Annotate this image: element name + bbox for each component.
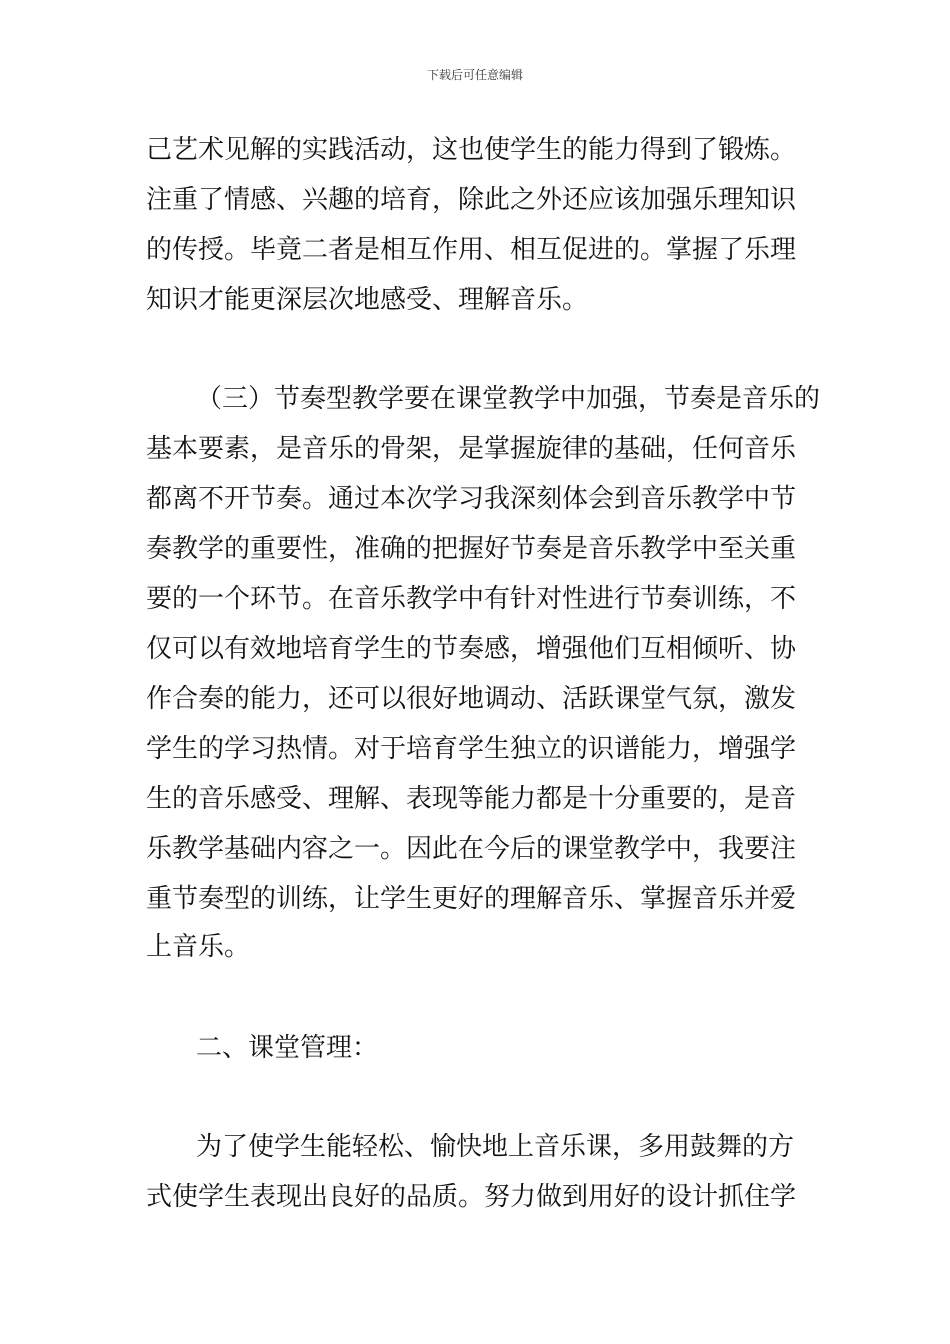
text-line: （三）节奏型教学要在课堂教学中加强，节奏是音乐的 [196,384,821,414]
text-line: 都离不开节奏。通过本次学习我深刻体会到音乐教学中节 [146,484,797,514]
text-line: 作合奏的能力，还可以很好地调动、活跃课堂气氛，激发 [146,684,797,714]
text-line: 注重了情感、兴趣的培育，除此之外还应该加强乐理知识 [146,185,797,215]
text-line: 生的音乐感受、理解、表现等能力都是十分重要的，是音 [146,784,797,814]
page-header: 下载后可任意编辑 [426,68,523,82]
text-line: 仅可以有效地培育学生的节奏感，增强他们互相倾听、协 [146,634,797,664]
text-line: 知识才能更深层次地感受、理解音乐。 [146,285,589,315]
text-line: 为了使学生能轻松、愉快地上音乐课，多用鼓舞的方 [196,1132,795,1162]
text-line: 的传授。毕竟二者是相互作用、相互促进的。掌握了乐理 [146,235,797,265]
text-line: 学生的学习热情。对于培育学生独立的识谱能力，增强学 [146,734,797,764]
text-line: 要的一个环节。在音乐教学中有针对性进行节奏训练，不 [146,584,797,614]
text-line: 乐教学基础内容之一。因此在今后的课堂教学中，我要注 [146,834,797,864]
text-line: 重节奏型的训练，让学生更好的理解音乐、掌握音乐并爱 [146,884,797,914]
text-line: 式使学生表现出良好的品质。努力做到用好的设计抓住学 [146,1182,797,1212]
text-line: 奏教学的重要性，准确的把握好节奏是音乐教学中至关重 [146,534,797,564]
text-line: 上音乐。 [146,932,251,962]
text-line: 基本要素，是音乐的骨架，是掌握旋律的基础，任何音乐 [146,434,797,464]
section-heading: 二、课堂管理： [196,1033,379,1063]
text-line: 己艺术见解的实践活动，这也使学生的能力得到了锻炼。 [146,135,797,165]
